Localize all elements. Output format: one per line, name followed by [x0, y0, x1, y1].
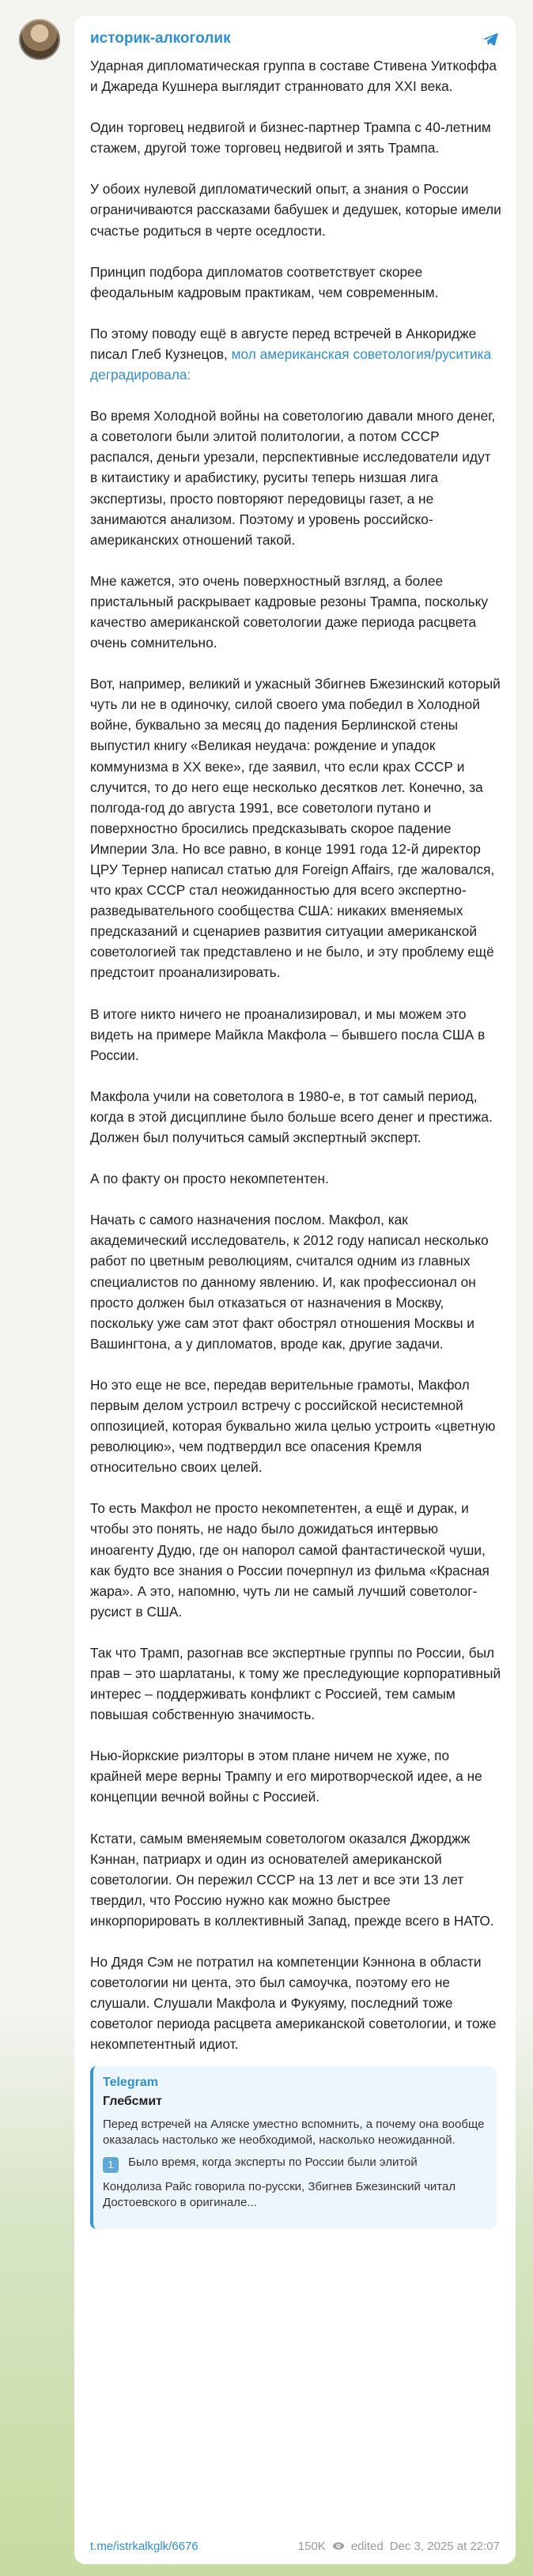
channel-avatar[interactable] [19, 19, 60, 60]
body-paragraph-5: Макфола учили на советолога в 1980-е, в тот самый период, когда в этой дисциплине было больше всего денег и престижа. Должен был получиться самый экспертный эксперт. [90, 1088, 493, 1146]
post-permalink[interactable]: t.me/istrkalkglk/6676 [90, 2539, 198, 2553]
link-preview-line-2 [103, 2155, 487, 2173]
share-icon[interactable] [481, 30, 500, 49]
number-badge-icon: 1 [103, 2157, 119, 2173]
message-meta [298, 2540, 500, 2553]
link-preview-card[interactable] [90, 2066, 497, 2229]
post-paragraph-4: Принцип подбора дипломатов соответствует скорее феодальным кадровым практикам, чем современным. [90, 263, 439, 300]
views-count: 150K [297, 2539, 326, 2553]
body-paragraph-12: Кстати, самым вменяемым советологом оказался Джорджж Кэннан, патриарх и один из основателей американской советологии. Он пережил СССР на 13 лет и все эти 13 лет твердил, что Россию нужно как можно быстрее инкорпорировать в коллективный Запад, прежде всего в НАТО. [90, 1830, 494, 1929]
body-paragraph-7: Начать с самого назначения послом. Макфол, как академический исследователь, к 2012 году написал несколько работ по цветным революциям, считался одним из главных специалистов по данному явлению. И, как профессионал он просто должен был отказаться от назначения в Москву, поскольку уже сам этот факт обострял отношения Москвы и Вашингтона, а у дипломатов, вроде как, другие задачи. [90, 1212, 489, 1352]
post-paragraph-1: Ударная дипломатическая группа в составе Стивена Уиткоффа и Джареда Кушнера выглядит странновато для XXI века. [90, 58, 497, 95]
quote-intro-text: По этому поводу ещё в августе перед встречей в Анкоридже писал Глеб Кузнецов, [90, 325, 477, 362]
channel-name[interactable]: историк-алкоголик [90, 30, 231, 47]
link-preview-site: Telegram [103, 2075, 158, 2089]
body-paragraph-2: Мне кажется, это очень поверхностный взгляд, а более пристальный раскрывает кадровые резоны Трампа, поскольку качество американской советологии даже периода расцвета очень сомнительно. [90, 572, 489, 651]
post-timestamp: Dec 3, 2025 at 22:07 [389, 2539, 500, 2553]
body-paragraph-4: В итоге никто ничего не проанализировал, и мы можем это видеть на примере Майкла Макфола – бывшего посла США в России. [90, 1005, 486, 1063]
message-footer [90, 2537, 500, 2555]
body-paragraph-1: Во время Холодной войны на советологию давали много денег, а советологи были элитой политологии, а потом СССР распался, деньги урезали, перспективные исследователи идут в китаистику и арабистику, руситы теперь низшая лига экспертизы, просто повторяют передовицы газет, а не занимаются анализом. Поэтому и уровень российско-американских отношений такой. [90, 408, 496, 548]
quote-intro [90, 323, 501, 385]
link-preview-line-3: Кондолиза Райс говорила по-русски, Збигнев Бжезинский читал Достоевского в оригинале... [103, 2179, 456, 2209]
body-paragraph-9: То есть Макфол не просто некомпетентен, а ещё и дурак, и чтобы это понять, не надо было дожидаться интервью иноагенту Дудю, где он напорол самой фантастической чуши, как будто все знания о России почерпнул из фильма «Красная жара». А это, напомню, чуть ли не самый лучший советолог-русист в США. [90, 1500, 490, 1620]
body-paragraph-8: Но это еще не все, передав верительные грамоты, Макфол первым делом устроил встречу с российской несистемной оппозицией, которая буквально жила целью устроить «цветную революцию», чем подтвердил все опасения Кремля относительно своих целей. [90, 1376, 496, 1476]
post-paragraph-2: Один торговец недвигой и бизнес-партнер Трампа с 40-летним стажем, другой тоже торговец недвигой и зять Трампа. [90, 119, 491, 157]
body-paragraph-11: Нью-йоркские риэлторы в этом плане ничем не хуже, по крайней мере верны Трампу и его миротворческой идее, а не концепции вечной войны с Россией. [90, 1748, 482, 1805]
link-preview-title: Глебсмит [103, 2094, 162, 2108]
quote-source-link[interactable]: мол американская советология/руситика деградировала: [90, 345, 492, 383]
message-bubble [74, 16, 516, 2564]
body-paragraph-10: Так что Трамп, разогнав все экспертные группы по России, был прав – это шарлатаны, к тому же преследующие корпоративный интерес – поддерживать конфликт с Россией, тем самым повышая собственную значимость. [90, 1644, 501, 1723]
body-paragraph-13: Но Дядя Сэм не потратил на компетенции Кэннона в области советологии ни цента, это был самоучка, поэтому его не слушали. Слушали Макфола и Фукуяму, последний тоже советолог периода расцвета американской советологии, и тоже некомпетентный идиот. [90, 1954, 497, 2053]
edited-label: edited [350, 2539, 384, 2553]
link-preview-description: Перед встречей на Аляске уместно вспомнить, а почему она вообще оказалась настолько же необходимой, насколько неожиданной. [103, 2117, 485, 2147]
post-paragraph-3: У обоих нулевой дипломатический опыт, а знания о России ограничиваются рассказами бабушек и дедушек, которые имели счастье родиться в черте оседлости. [90, 181, 501, 239]
body-paragraph-3: Вот, например, великий и ужасный Збигнев Бжезинский который чуть ли не в одиночку, силой своего ума победил в Холодной войне, буквально за месяц до падения Берлинской стены выпустил книгу «Великая неудача: рождение и упадок коммунизма в XX веке», где заявил, что если крах СССР и случится, то до него еще несколько десятков лет. Конечно, за полгода-год до августа 1991, все советологи путано и поверхностно бросились предсказывать скорое падение Империи Зла. Но все равно, в конце 1991 года 12-й директор ЦРУ Тернер написал статью для Foreign Affairs, где жаловался, что крах СССР стал неожиданностью для всего экспертно-разведывательного сообщества США: никаких вменяемых предсказаний и сценариев развития ситуации американской советологией так представлено и не было, и эту проблему ещё предстоит проанализировать. [90, 676, 501, 981]
body-paragraph-6: А по факту он просто некомпетентен. [90, 1171, 329, 1187]
eye-icon [332, 2540, 345, 2552]
link-preview-line-2-text: Было время, когда эксперты по России были элитой [128, 2155, 418, 2169]
